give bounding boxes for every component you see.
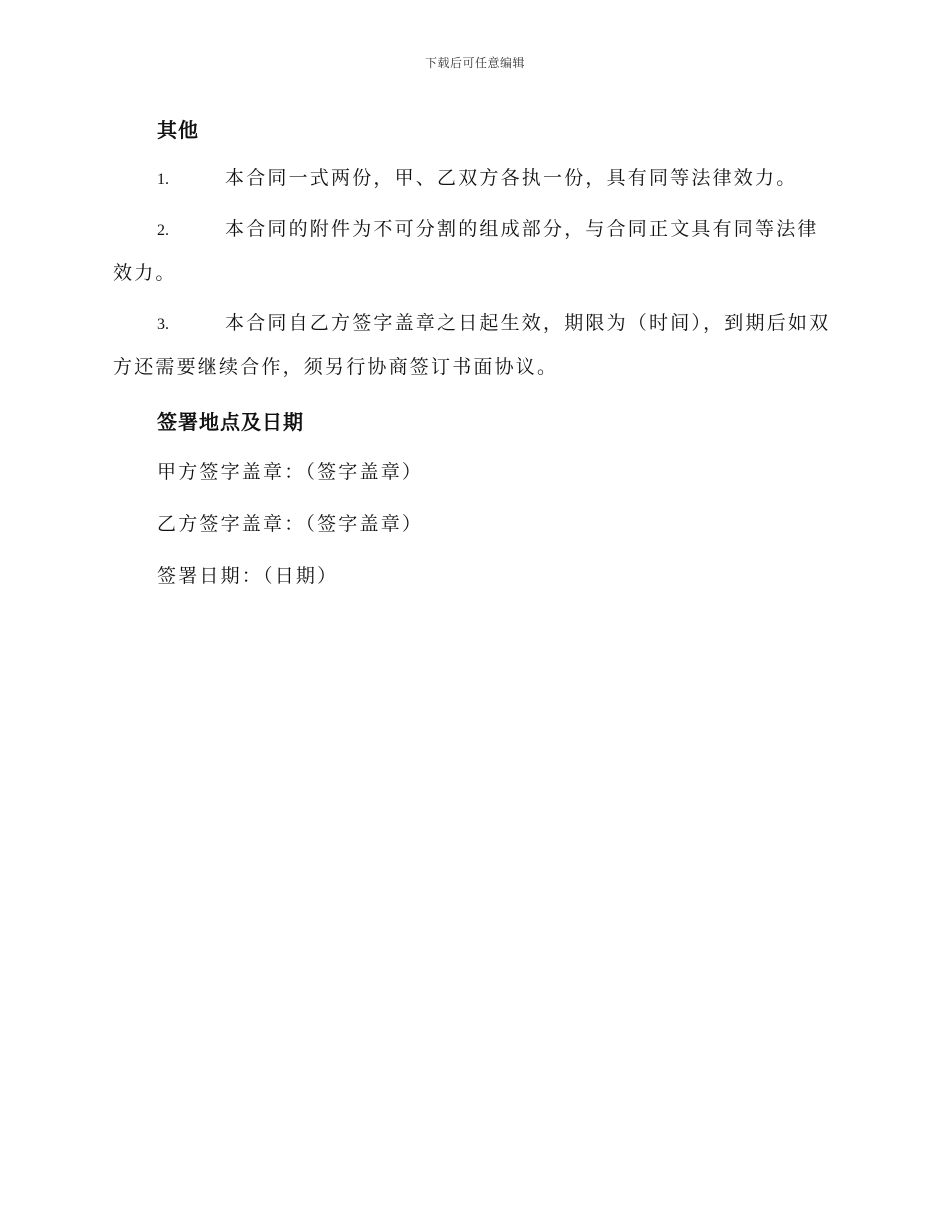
- clause-number: 3.: [157, 316, 169, 333]
- clause-1: [113, 157, 833, 201]
- clause-2: [113, 208, 833, 295]
- section-title-signing: 签署地点及日期: [157, 410, 304, 434]
- clause-number: 2.: [157, 222, 169, 239]
- clause-text: 本合同的附件为不可分割的组成部分，与合同正文具有同等法律效力。: [113, 218, 819, 284]
- clause-text: 本合同自乙方签字盖章之日起生效，期限为（时间），到期后如双方还需要继续合作，须另行协商签订书面协议。: [113, 312, 831, 378]
- party-b-signature-line: 乙方签字盖章：（签字盖章）: [157, 513, 424, 535]
- header-note: 下载后可任意编辑: [424, 56, 525, 70]
- clause-3: [113, 302, 833, 389]
- signing-date-line: 签署日期：（日期）: [157, 565, 339, 587]
- clause-text: 本合同一式两份，甲、乙双方各执一份，具有同等法律效力。: [225, 167, 798, 189]
- clause-number: 1.: [157, 171, 169, 188]
- party-a-signature-line: 甲方签字盖章：（签字盖章）: [157, 461, 424, 483]
- section-title-other: 其他: [157, 118, 199, 142]
